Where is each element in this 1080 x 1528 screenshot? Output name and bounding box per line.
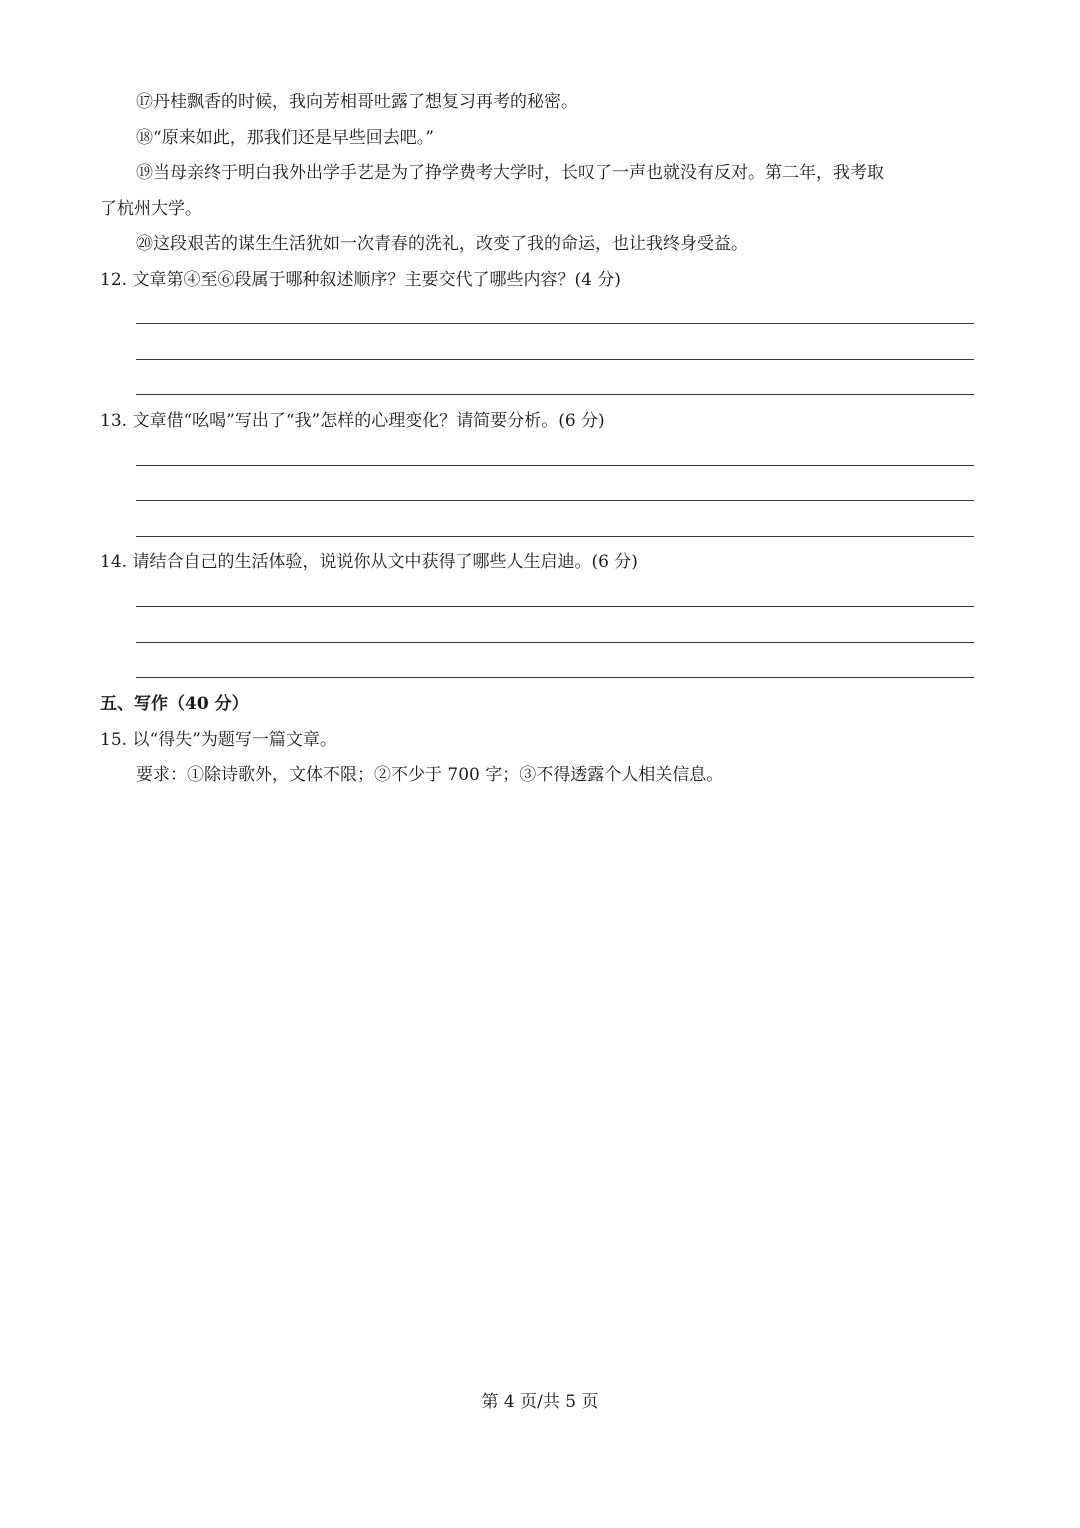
answer-line xyxy=(136,536,974,537)
question-12: 12. 文章第④至⑥段属于哪种叙述顺序？主要交代了哪些内容？(4 分) xyxy=(100,270,621,290)
passage-paragraph-19-line2: 了杭州大学。 xyxy=(100,199,202,219)
answer-line xyxy=(136,465,974,466)
answer-line xyxy=(136,323,974,324)
answer-line xyxy=(136,359,974,360)
question-14: 14. 请结合自己的生活体验，说说你从文中获得了哪些人生启迪。(6 分) xyxy=(100,552,638,572)
passage-paragraph-17: ⑰丹桂飘香的时候，我向芳相哥吐露了想复习再考的秘密。 xyxy=(136,92,578,112)
question-13: 13. 文章借“吆喝”写出了“我”怎样的心理变化？请简要分析。(6 分) xyxy=(100,411,605,431)
passage-paragraph-18: ⑱“原来如此，那我们还是早些回去吧。” xyxy=(136,128,434,148)
passage-paragraph-20: ⑳这段艰苦的谋生生活犹如一次青春的洗礼，改变了我的命运，也让我终身受益。 xyxy=(136,234,748,254)
answer-line xyxy=(136,394,974,395)
page-number: 第 4 页/共 5 页 xyxy=(481,1392,599,1412)
writing-requirements: 要求：①除诗歌外，文体不限；②不少于 700 字；③不得透露个人相关信息。 xyxy=(136,765,724,785)
answer-line xyxy=(136,642,974,643)
question-15: 15. 以“得失”为题写一篇文章。 xyxy=(100,730,337,750)
answer-line xyxy=(136,606,974,607)
answer-line xyxy=(136,677,974,678)
passage-paragraph-19-line1: ⑲当母亲终于明白我外出学手艺是为了挣学费考大学时，长叹了一声也就没有反对。第二年，我考取 xyxy=(136,163,884,183)
answer-line xyxy=(136,500,974,501)
writing-section-heading: 五、写作（40 分） xyxy=(100,694,249,714)
